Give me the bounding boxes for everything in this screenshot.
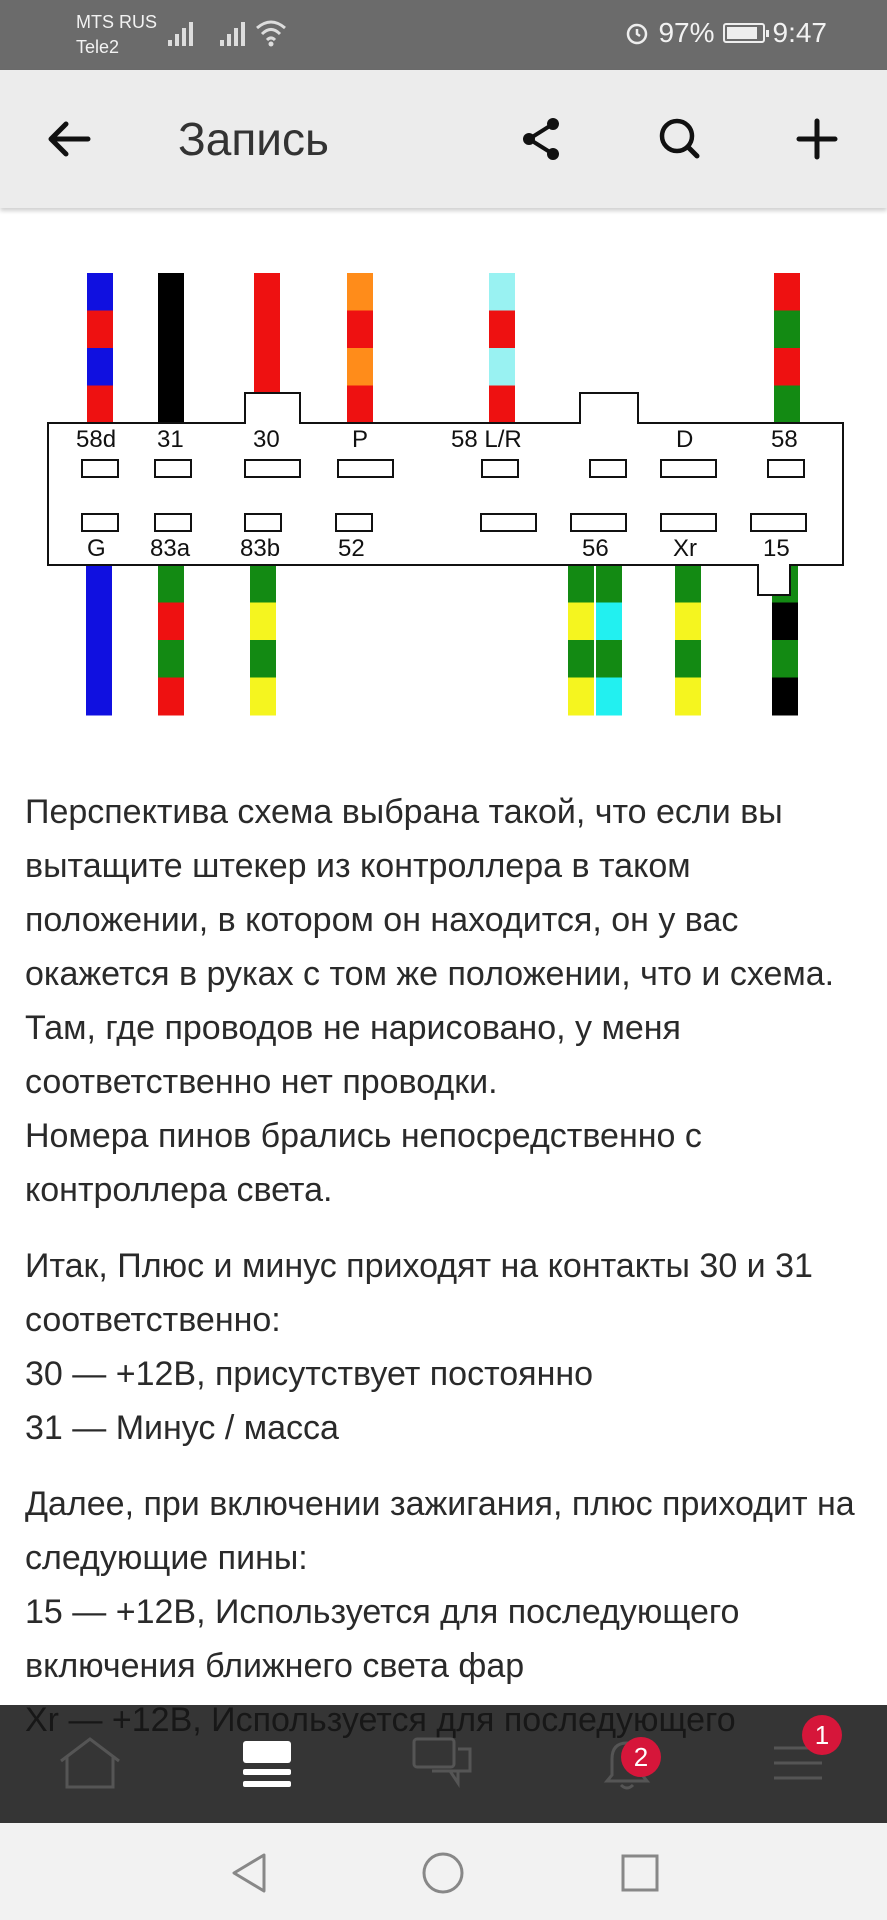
- wire-segment: [774, 386, 800, 424]
- alarm-icon: [624, 20, 650, 46]
- wire-segment: [596, 603, 622, 641]
- wire-segment: [158, 678, 184, 716]
- wire-segment: [250, 565, 276, 603]
- wire-segment: [87, 348, 113, 386]
- wire-segment: [87, 273, 113, 311]
- system-back-button[interactable]: [218, 1843, 278, 1903]
- paragraph-2: [25, 1239, 865, 1455]
- label-xr: Xr: [673, 535, 697, 562]
- menu-badge: 1: [802, 1715, 842, 1755]
- wifi-icon: [254, 18, 288, 48]
- label-58: 58: [771, 426, 798, 453]
- label-d: D: [676, 426, 694, 453]
- article-body: [25, 785, 865, 1769]
- wire-segment: [489, 311, 515, 349]
- nav-chat[interactable]: [398, 1727, 488, 1799]
- wire-segment: [489, 273, 515, 311]
- bottom-wires: [86, 565, 798, 716]
- back-triangle-icon: [226, 1849, 270, 1897]
- wire-segment: [87, 311, 113, 349]
- paragraph-line: 31 — Минус / масса: [25, 1409, 339, 1447]
- chat-icon: [410, 1735, 476, 1791]
- wire-58lr: [489, 273, 515, 424]
- label-15: 15: [763, 535, 790, 562]
- add-button[interactable]: [782, 104, 852, 174]
- wire-segment: [675, 565, 701, 603]
- wire-segment: [158, 273, 184, 424]
- home-icon: [55, 1735, 125, 1791]
- add-icon: [796, 118, 838, 160]
- wire-58d: [87, 273, 113, 424]
- wire-xr: [675, 565, 701, 716]
- paragraph-line: 30 — +12В, присутствует постоянно: [25, 1355, 594, 1393]
- wire-segment: [596, 640, 622, 678]
- wire-segment: [568, 565, 594, 603]
- wire-segment: [772, 603, 798, 641]
- wire-segment: [158, 640, 184, 678]
- paragraph-line: Там, где проводов не нарисовано, у меня соответственно нет проводки.: [25, 1009, 681, 1101]
- search-icon: [657, 116, 701, 162]
- back-arrow-icon: [46, 119, 92, 159]
- wire-segment: [347, 311, 373, 349]
- paragraph-line: Итак, Плюс и минус приходят на контакты 30 и 31 соответственно:: [25, 1247, 813, 1339]
- wire-segment: [774, 348, 800, 386]
- wire-segment: [675, 678, 701, 716]
- back-button[interactable]: [34, 104, 104, 174]
- clock: 9:47: [772, 17, 827, 48]
- wire-segment: [489, 348, 515, 386]
- label-p: P: [352, 426, 369, 453]
- wire-p: [347, 273, 373, 424]
- top-wires: [87, 273, 800, 424]
- status-bar: [0, 0, 887, 70]
- wire-segment: [250, 678, 276, 716]
- carrier-2: Tele2: [76, 37, 120, 57]
- page-title: Запись: [178, 113, 329, 165]
- app-bar: [0, 70, 887, 208]
- wire-segment: [596, 678, 622, 716]
- label-g: G: [87, 535, 106, 562]
- wire-31: [158, 273, 184, 424]
- wire-segment: [158, 565, 184, 603]
- label-83a: 83a: [150, 535, 191, 562]
- nav-feed[interactable]: [222, 1727, 312, 1799]
- wire-segment: [772, 640, 798, 678]
- paragraph-line: 15 — +12В, Используется для последующего включения ближнего света фар: [25, 1593, 740, 1685]
- connector-body: [48, 393, 843, 595]
- status-right: [624, 17, 827, 49]
- wire-segment: [250, 603, 276, 641]
- share-button[interactable]: [506, 104, 576, 174]
- label-30: 30: [253, 426, 280, 453]
- paragraph-1: [25, 785, 865, 1217]
- share-icon: [519, 116, 563, 162]
- wire-segment: [489, 386, 515, 424]
- paragraph-line: Далее, при включении зажигания, плюс приходит на следующие пины:: [25, 1485, 855, 1577]
- wire-segment: [596, 565, 622, 603]
- notifications-badge: 2: [621, 1737, 661, 1777]
- bottom-navigation: [0, 1705, 887, 1823]
- wire-segment: [774, 273, 800, 311]
- label-58d: 58d: [76, 426, 117, 453]
- nav-home[interactable]: [45, 1727, 135, 1799]
- wire-83a: [158, 565, 184, 716]
- home-circle-icon: [420, 1850, 466, 1896]
- system-recents-button[interactable]: [610, 1843, 670, 1903]
- signal-icon: [166, 20, 196, 48]
- signal-icon: [218, 20, 248, 48]
- wire-segment: [86, 565, 112, 716]
- system-home-button[interactable]: [413, 1843, 473, 1903]
- wire-segment: [250, 640, 276, 678]
- wire-segment: [568, 678, 594, 716]
- wire-g: [86, 565, 112, 716]
- wire-segment: [347, 273, 373, 311]
- battery-icon: [723, 23, 765, 43]
- wire-58: [774, 273, 800, 424]
- recents-square-icon: [618, 1851, 662, 1895]
- wire-segment: [347, 348, 373, 386]
- search-button[interactable]: [644, 104, 714, 174]
- label-56: 56: [582, 535, 609, 562]
- wire-segment: [568, 640, 594, 678]
- feed-icon: [239, 1737, 295, 1789]
- label-83b: 83b: [240, 535, 281, 562]
- wire-segment: [675, 603, 701, 641]
- wire-segment: [675, 640, 701, 678]
- wire-segment: [772, 678, 798, 716]
- wire-segment: [347, 386, 373, 424]
- wire-segment: [568, 603, 594, 641]
- wire-56a: [568, 565, 594, 716]
- paragraph-line: Перспектива схема выбрана такой, что если вы вытащите штекер из контроллера в таком положении, в котором он находится, он у вас окажется в руках с том же положении, что и схема.: [25, 793, 835, 993]
- wire-segment: [774, 311, 800, 349]
- label-31: 31: [157, 426, 184, 453]
- battery-percent: 97%: [658, 17, 715, 48]
- wire-56b: [596, 565, 622, 716]
- connector-diagram: [0, 250, 887, 730]
- label-58lr: 58 L/R: [451, 426, 522, 453]
- wire-83b: [250, 565, 276, 716]
- carrier-1: MTS RUS: [76, 12, 157, 32]
- label-52: 52: [338, 535, 365, 562]
- system-navigation: [0, 1823, 887, 1920]
- wire-segment: [87, 386, 113, 424]
- carrier-info: [76, 10, 157, 60]
- wire-segment: [158, 603, 184, 641]
- paragraph-line: Номера пинов брались непосредственно с контроллера света.: [25, 1117, 702, 1209]
